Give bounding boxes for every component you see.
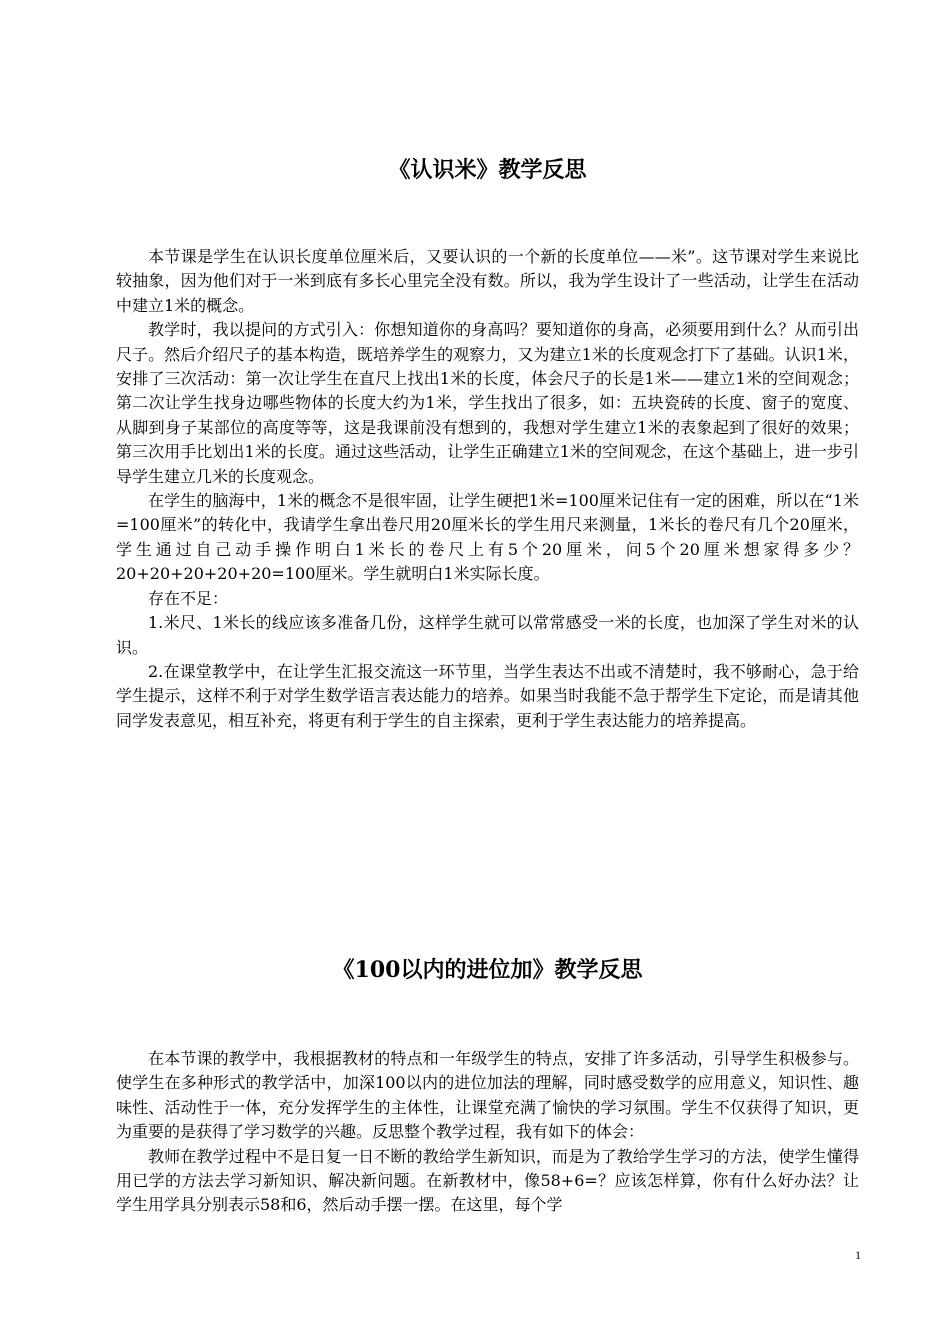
- section-addition-reflection: [116, 955, 859, 1218]
- section-body: [116, 245, 859, 733]
- paragraph: 教师在教学过程中不是日复一日不断的教给学生新知识，而是为了教给学生学习的方法，使学生懂得用已学的方法去学习新知识、解决新问题。在新教材中，像58+6=？应该怎样算，你有什么好办法？让学生用学具分别表示58和6，然后动手摆一摆。在这里，每个学: [116, 1146, 859, 1215]
- section-title: 《认识米》教学反思: [388, 157, 587, 183]
- paragraph: 存在不足：: [148, 588, 229, 608]
- section-body: [116, 1047, 859, 1218]
- paragraph: 本节课是学生在认识长度单位厘米后，又要认识的一个新的长度单位——米”。这节课对学生来说比较抽象，因为他们对于一米到底有多长心里完全没有数。所以，我为学生设计了一些活动，让学生在活动中建立1米的概念。: [116, 247, 859, 315]
- paragraph: 教学时，我以提问的方式引入：你想知道你的身高吗？要知道你的身高，必须要用到什么？从而引出尺子。然后介绍尺子的基本构造，既培养学生的观察力，又为建立1米的长度观念打下了基础。认识1米，安排了三次活动：第一次让学生在直尺上找出1米的长度，体会尺子的长是1米——建立1米的空间观念；第二次让学生找身边哪些物体的长度大约为1米，学生找出了很多，如：五块瓷砖的长度、窗子的宽度、从脚到身子某部位的高度等等，这是我课前没有想到的，我想对学生建立1米的表象起到了很好的效果；第三次用手比划出1米的长度。通过这些活动，让学生正确建立1米的空间观念，在这个基础上，进一步引导学生建立几米的长度观念。: [116, 320, 859, 486]
- section-title: 《100以内的进位加》教学反思: [332, 957, 643, 983]
- paragraph: 在本节课的教学中，我根据教材的特点和一年级学生的特点，安排了许多活动，引导学生积极参与。使学生在多种形式的教学活中，加深100以内的进位加法的理解，同时感受数学的应用意义，知识性、趣味性、活动性于一体，充分发挥学生的主体性，让课堂充满了愉快的学习氛围。学生不仅获得了知识，更为重要的是获得了学习数学的兴趣。反思整个教学过程，我有如下的体会：: [116, 1049, 859, 1142]
- paragraph: 1.米尺、1米长的线应该多准备几份，这样学生就可以常常感受一米的长度，也加深了学生对米的认识。: [116, 613, 859, 657]
- paragraph: 2.在课堂教学中，在让学生汇报交流这一环节里，当学生表达不出或不清楚时，我不够耐心，急于给学生提示，这样不利于对学生数学语言表达能力的培养。如果当时我能不急于帮学生下定论，而是请其他同学发表意见，相互补充，将更有利于学生的自主探索，更利于学生表达能力的培养提高。: [116, 661, 859, 730]
- paragraph: 在学生的脑海中，1米的概念不是很牢固，让学生硬把1米=100厘米记住有一定的困难，所以在“1米=100厘米”的转化中，我请学生拿出卷尺用20厘米长的学生用尺来测量，1米长的卷尺有几个20厘米，学生通过自己动手操作明白1米长的卷尺上有5个20厘米，问5个20厘米想家得多少？20+20+20+20+20=100厘米。学生就明白1米实际长度。: [116, 491, 859, 584]
- page-number: 1: [855, 1248, 861, 1262]
- section-meter-reflection: [116, 155, 859, 733]
